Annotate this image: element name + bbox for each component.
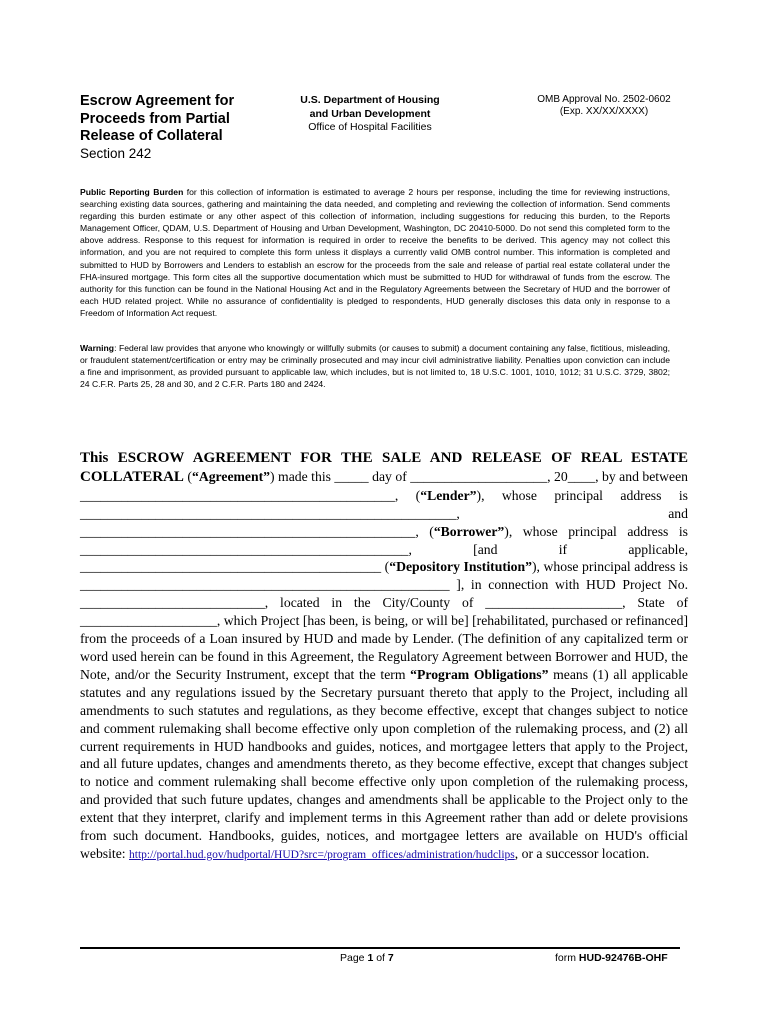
- page-prefix: Page: [340, 952, 368, 964]
- omb-approval-number: OMB Approval No. 2502-0602: [537, 94, 671, 105]
- public-reporting-burden: [80, 186, 670, 319]
- page-number: [340, 952, 394, 964]
- warning-label: Warning: [80, 343, 115, 353]
- form-number-value: HUD-92476B-OHF: [578, 952, 668, 964]
- warning-statement: [80, 342, 670, 390]
- hudclips-link[interactable]: http://portal.hud.gov/hudportal/HUD?src=/program_offices/administration/hudclips: [129, 848, 515, 861]
- agreement-text-3: ), whose principal address is _______________________________________________________, and _________________________________________________, (: [80, 487, 689, 539]
- agreement-text-7: , or a successor location.: [514, 845, 650, 861]
- department-line-1: U.S. Department of Housing: [300, 94, 440, 106]
- form-number: [555, 952, 668, 964]
- form-title: [80, 93, 280, 146]
- burden-label: Public Reporting Burden: [80, 187, 184, 197]
- warning-text: : Federal law provides that anyone who knowingly or willfully submits (or causes to submit) a document containing any false, fictitious, misleading, or fraudulent statement/certification or entry may be criminally prosecuted and may incur civil administrative liability. Penalties upon conviction can include a fine and imprisonment, as provided pursuant to applicable law, which includes, but is not limited to, 18 U.S.C. 1001, 1010, 1012; 31 U.S.C. 3729, 3802; 24 C.F.R. Parts 25, 28 and 30, and 2 C.F.R. Parts 180 and 2424.: [80, 343, 670, 390]
- department-line-2: and Urban Development: [309, 107, 431, 120]
- department-block: [284, 94, 456, 135]
- lender-term: “Lender”: [420, 487, 477, 503]
- program-obligations-term: “Program Obligations”: [410, 666, 549, 682]
- page-total: 7: [387, 952, 394, 964]
- borrower-term: “Borrower”: [433, 523, 505, 539]
- agreement-text-5: ), whose principal address is ______________________________________________________ ], in connection with HUD Project No. ___________________________, located in the City/County of ____________________, State of ____________________, which Project [has been, is being, or will be] [rehabilitated, purchased or refinanced] from the proceeds of a Loan insured by HUD and made by Lender. (The definition of any capitalized term or word used herein can be found in this Agreement, the Regulatory Agreement between Borrower and HUD, the Note, and/or the Security Instrument, except that the term: [80, 559, 689, 682]
- office-name: Office of Hospital Facilities: [308, 121, 432, 133]
- form-title-line-1: Escrow Agreement for: [80, 93, 235, 109]
- page-mid: of: [373, 952, 388, 964]
- page-current: 1: [367, 952, 374, 964]
- agreement-text-6: means (1) all applicable statutes and any regulations issued by the Secretary pursuant thereto that apply to the Project, including all amendments to such statutes and regulations, as they become effective, except that changes subject to notice and comment rulemaking shall become effective only upon completion of the rulemaking process, and (2) all current requirements in HUD handbooks and guides, notices, and mortgagee letters that apply to the Project, and all future updates, changes and amendments thereto, as they become effective, except that changes subject to notice and comment rulemaking shall become effective only upon completion of the rulemaking process, and provided that such future updates, changes and amendments shall be applicable to the Project only to the extent that they interpret, clarify and implement terms in this Agreement rather than add or delete provisions from such document. Handbooks, guides, notices, and mortgagee letters are available on HUD's official website:: [80, 666, 688, 861]
- agreement-text-2: ) made this _____ day of ____________________, 20____, by and between ______________________________________________, (: [80, 468, 688, 503]
- burden-text: for this collection of information is estimated to average 2 hours per response, including the time for reviewing instructions, searching existing data sources, gathering and maintaining the data needed, and completing and reviewing the collection of information. Send comments regarding this burden estimate or any other aspect of this collection of information, including suggestions for reducing this burden, to the Reports Management Officer, QDAM, U.S. Department of Housing and Urban Development, Washington, DC 20410-5000. Do not send this completed form to the above address. Response to this request for information is required in order to receive the benefits to be derived. This agency may not collect this information, and you are not required to complete this form unless it displays a currently valid OMB control number. This information is completed and submitted to HUD by Borrowers and Lenders to establish an escrow for the proceeds from the sale and release of partial real estate collateral under the FHA-insured mortgage. This form cites all the supportive documentation which must be submitted to HUD for withdrawal of funds from the escrow. The authority for this function can be found in the National Housing Act and in the Regulatory Agreements between the Secretary of HUD and the borrower of each HUD related project. While no assurance of confidentiality is pledged to respondents, HUD generally discloses this data only in response to a Freedom of Information Act request.: [80, 187, 670, 318]
- agreement-text-4: ), whose principal address is ________________________________________________, [and if applicable, ____________________________________________ (: [80, 523, 688, 575]
- form-title-line-3: Release of Collateral: [80, 128, 223, 144]
- agreement-term: “Agreement”: [191, 468, 271, 484]
- omb-expiration: (Exp. XX/XX/XXXX): [559, 106, 649, 117]
- omb-block: [520, 94, 688, 118]
- footer-divider: [80, 947, 680, 949]
- agreement-lead: This ESCROW AGREEMENT FOR THE SALE AND RELEASE OF REAL ESTATE COLLATERAL: [80, 450, 688, 485]
- form-prefix: form: [555, 952, 579, 964]
- agreement-text-1: (: [183, 468, 192, 484]
- depository-institution-term: “Depository Institution”: [389, 559, 532, 575]
- agreement-paragraph: [80, 449, 688, 865]
- form-title-line-2: Proceeds from Partial: [80, 110, 230, 127]
- section-label: Section 242: [80, 146, 152, 161]
